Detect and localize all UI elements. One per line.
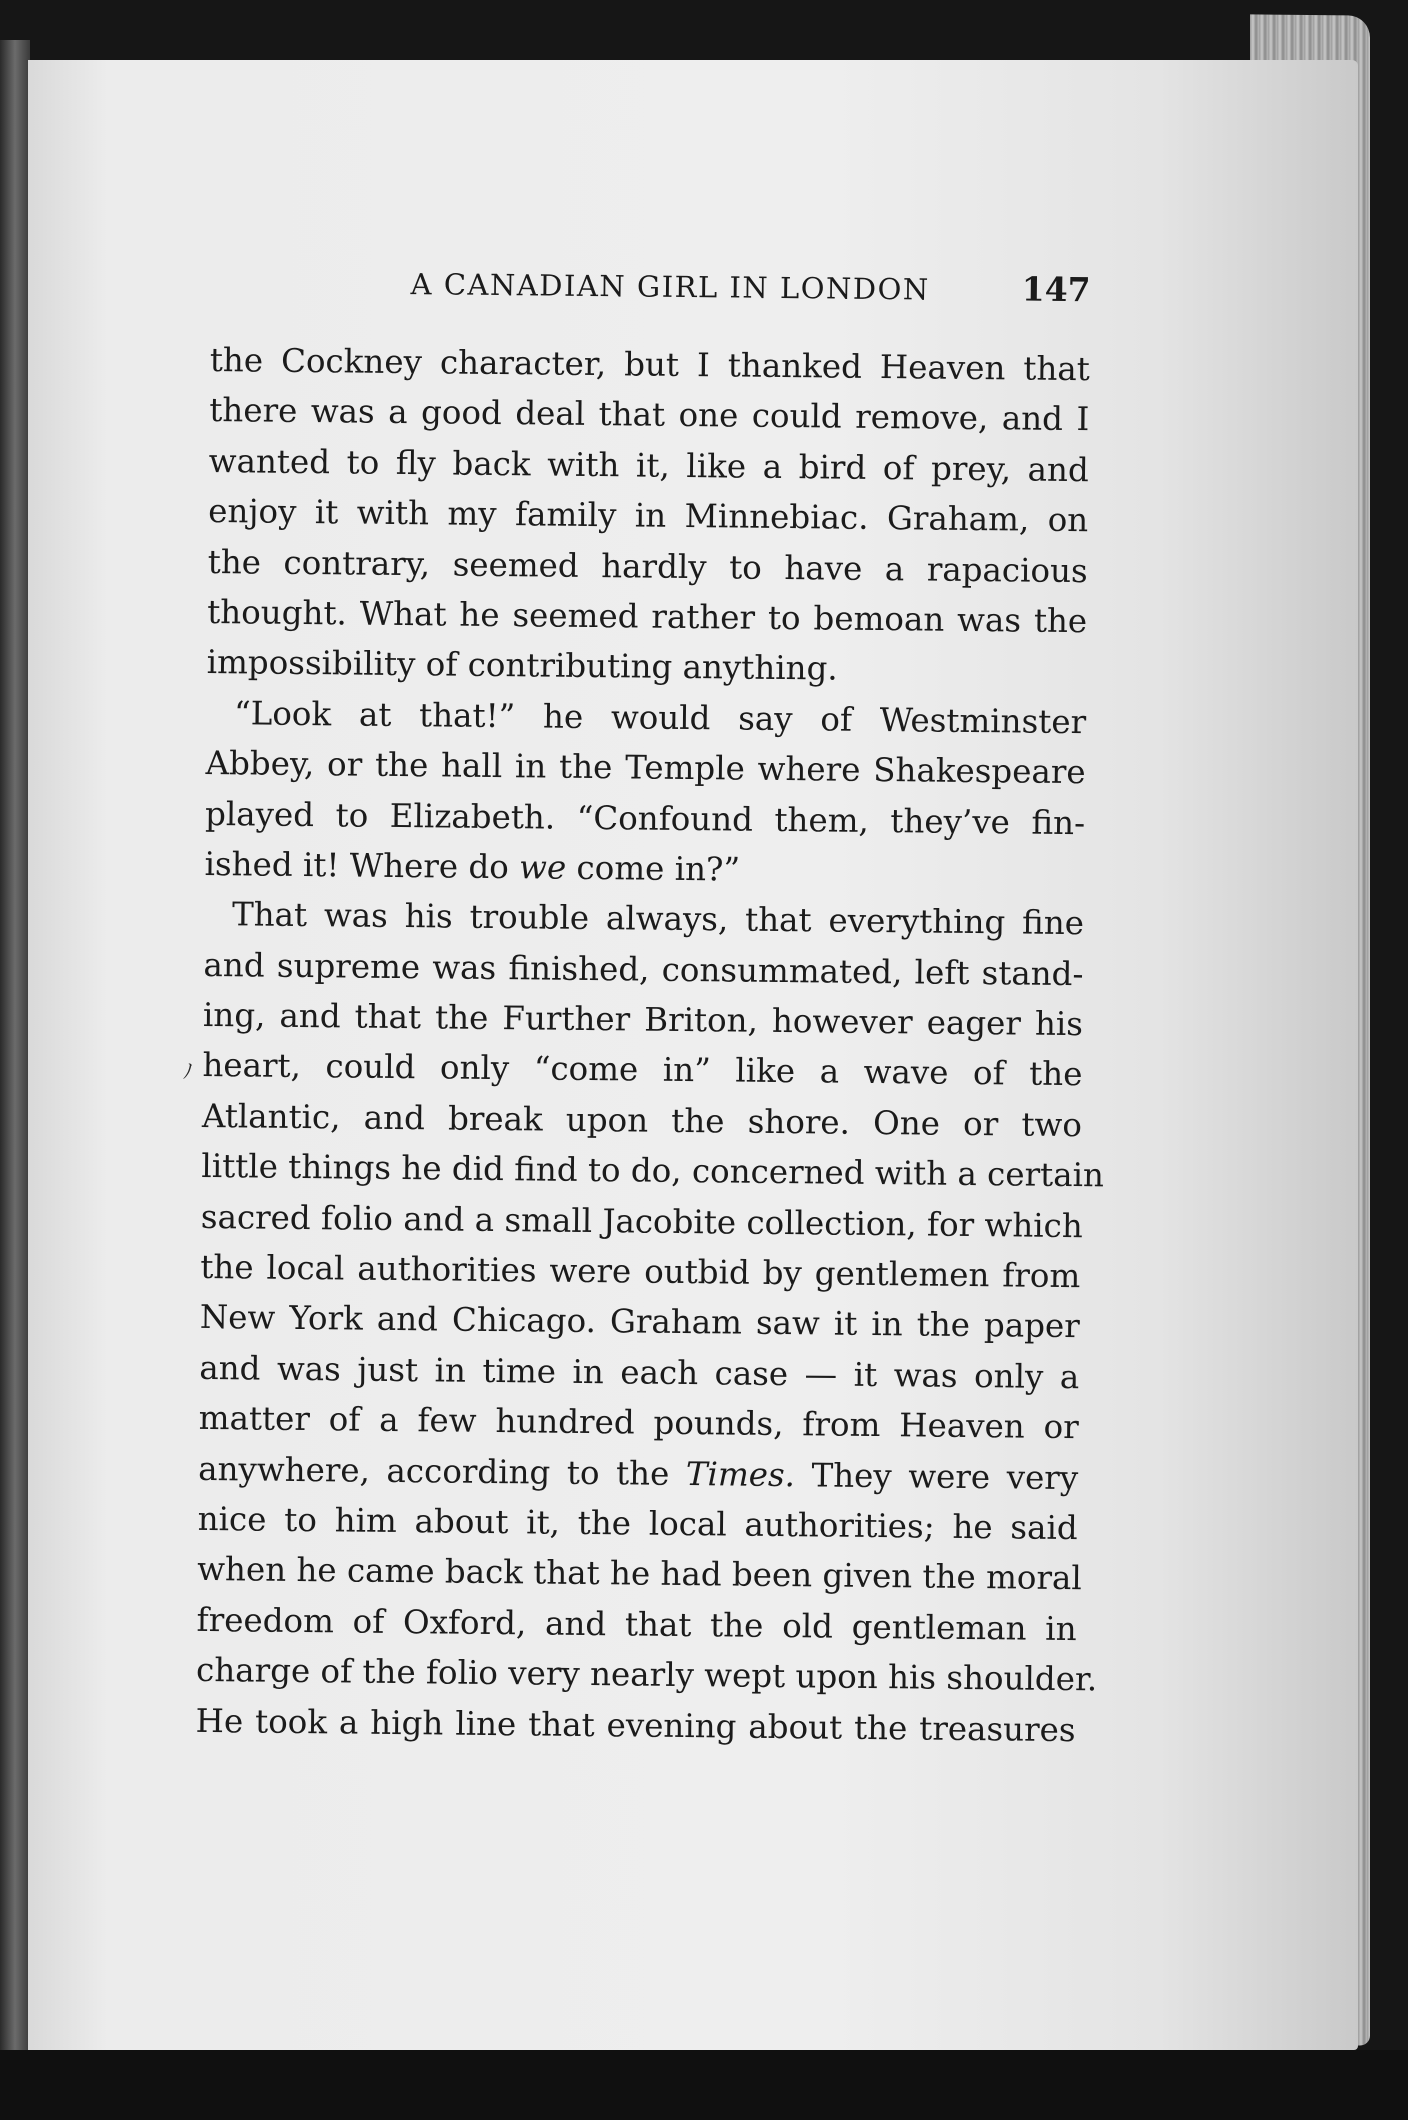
text-line	[205, 738, 1085, 798]
line-text: and was just in time in each case — it was only a	[199, 1348, 1080, 1396]
line-text: played to Elizabeth. “Confound them, they’ve fin-	[204, 794, 1086, 842]
text-line	[197, 1494, 1077, 1554]
line-text: nice to him about it, the local authorities; he said	[197, 1499, 1078, 1548]
text-line	[198, 1444, 1078, 1504]
line-text: come in?”	[566, 848, 741, 889]
body-text	[195, 335, 1105, 1755]
text-line	[209, 436, 1089, 496]
line-text: freedom of Oxford, and that the old gentleman in	[196, 1600, 1077, 1648]
text-line	[204, 889, 1084, 949]
text-line	[195, 1645, 1098, 1705]
text-line	[200, 1242, 1080, 1302]
running-head	[210, 265, 1090, 324]
line-text: there was a good deal that one could remove, and I	[209, 391, 1090, 439]
text-line	[207, 537, 1087, 597]
text-line	[201, 1141, 1105, 1201]
bottom-shadow	[0, 2050, 1408, 2120]
text-line	[207, 587, 1087, 647]
line-text: and supreme was finished, consummated, left stand-	[203, 945, 1084, 993]
text-line	[209, 385, 1089, 445]
line-text: He took a high line that evening about the treasures	[195, 1701, 1076, 1749]
text-line	[203, 940, 1083, 1000]
line-text: That was his trouble always, that everything fine	[231, 895, 1085, 943]
line-text: ished it! Where do	[204, 844, 520, 887]
line-text: charge of the folio very nearly wept upon his shoulder.	[195, 1651, 1098, 1699]
text-line	[202, 1091, 1082, 1151]
text-line	[200, 1292, 1080, 1352]
line-text: when he came back that he had been given the moral	[196, 1550, 1083, 1598]
page-number: 147	[1021, 269, 1091, 310]
line-text: matter of a few hundred pounds, from Heaven or	[198, 1399, 1079, 1447]
text-line	[199, 1343, 1079, 1403]
line-text: “Look at that!” he would say of Westminster	[233, 693, 1087, 741]
italic-text: Times.	[685, 1454, 796, 1494]
text-line	[195, 1695, 1075, 1755]
line-text: Atlantic, and break upon the shore. One or two	[201, 1096, 1083, 1145]
text-line	[205, 788, 1085, 848]
text-line	[210, 335, 1090, 395]
page	[28, 60, 1358, 2050]
italic-text: we	[518, 848, 567, 887]
margin-mark: ﾉ	[183, 1059, 193, 1083]
running-title: A CANADIAN GIRL IN LONDON	[410, 267, 930, 307]
line-text: thought. What he seemed rather to bemoan was the	[207, 592, 1088, 641]
line-text: sacred folio and a small Jacobite collection, for which	[200, 1197, 1083, 1245]
left-page-edge	[0, 40, 30, 2090]
line-text: the Cockney character, but I thanked Heaven that	[209, 340, 1091, 389]
line-text: They were very	[794, 1455, 1079, 1497]
line-text: little things he did find to do, concerned with a certain	[201, 1147, 1105, 1195]
text-line	[206, 637, 1086, 697]
text-line	[203, 990, 1083, 1050]
line-text: wanted to fly back with it, like a bird of prey, and	[208, 441, 1089, 489]
text-line	[206, 688, 1086, 748]
text-line	[204, 839, 1084, 899]
line-text: heart, could only “come in” like a wave of the	[202, 1046, 1083, 1094]
line-text: anywhere, according to the	[198, 1449, 687, 1493]
page-content	[195, 60, 1113, 1749]
line-text: impossibility of contributing anything.	[206, 643, 838, 688]
line-text: enjoy it with my family in Minnebiac. Graham, on	[208, 492, 1089, 540]
text-line	[199, 1393, 1079, 1453]
line-text: the contrary, seemed hardly to have a rapacious	[207, 542, 1088, 590]
text-line	[196, 1595, 1076, 1655]
line-text: New York and Chicago. Graham saw it in the paper	[199, 1298, 1080, 1346]
text-line	[202, 1040, 1082, 1100]
line-text: ing, and that the Further Briton, however eager his	[202, 996, 1084, 1044]
text-line	[201, 1192, 1081, 1252]
text-line	[208, 486, 1088, 546]
line-text: the local authorities were outbid by gentlemen from	[200, 1247, 1081, 1296]
line-text: Abbey, or the hall in the Temple where Shakespeare	[205, 744, 1086, 792]
text-line	[196, 1544, 1083, 1604]
